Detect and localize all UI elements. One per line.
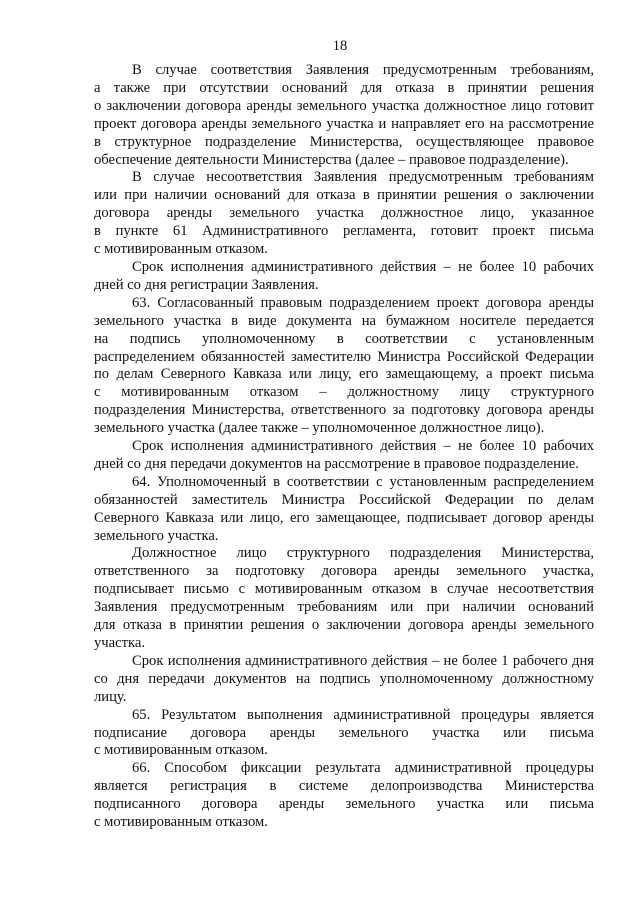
text-line: 63. Согласованный правовым подразделением проект договора аренды bbox=[132, 294, 594, 311]
paragraph bbox=[94, 295, 594, 438]
text-line: с мотивированным отказом. bbox=[94, 814, 268, 831]
text-line: дней со дня регистрации Заявления. bbox=[94, 276, 319, 293]
text-line: договора аренды земельного участка должностное лицо, указанное bbox=[94, 205, 594, 222]
text-line: В случае соответствия Заявления предусмотренным требованиям, bbox=[132, 62, 594, 78]
text-line: дней со дня передачи документов на рассмотрение в правовое подразделение. bbox=[94, 455, 579, 472]
text-line: с мотивированным отказом – должностному лицу структурного bbox=[94, 384, 594, 401]
document-body bbox=[94, 62, 594, 832]
text-line: земельного участка в виде документа на бумажном носителе передается bbox=[94, 312, 594, 329]
text-line: В случае несоответствия Заявления предусмотренным требованиям bbox=[132, 169, 594, 186]
text-line: подписывает письмо с мотивированным отказом в случае несоответствия bbox=[94, 581, 594, 598]
text-line: земельного участка (далее также – уполномоченное должностное лицо). bbox=[94, 420, 545, 437]
text-line: земельного участка. bbox=[94, 527, 219, 544]
paragraph bbox=[94, 62, 594, 169]
text-line: обязанностей заместитель Министра Российской Федерации по делам bbox=[94, 491, 594, 508]
text-line: участка. bbox=[94, 635, 145, 651]
paragraph bbox=[94, 169, 594, 259]
text-line: является регистрация в системе делопроизводства Министерства bbox=[94, 778, 594, 795]
text-line: распределением обязанностей заместителю Министра Российской Федерации bbox=[94, 348, 594, 365]
text-line: ответственного за подготовку договора аренды земельного участка, bbox=[94, 563, 594, 580]
text-line: 65. Результатом выполнения административной процедуры является bbox=[132, 706, 594, 723]
text-line: Срок исполнения административного действия – не более 1 рабочего дня bbox=[132, 652, 594, 669]
text-line: 64. Уполномоченный в соответствии с установленным распределением bbox=[132, 473, 594, 490]
text-line: на подпись уполномоченному в соответствии с установленным bbox=[94, 330, 594, 347]
text-line: а также при отсутствии оснований для отказа в принятии решения bbox=[94, 79, 594, 96]
page-number: 18 bbox=[332, 38, 348, 54]
text-line: проект договора аренды земельного участка и направляет его на рассмотрение bbox=[94, 115, 594, 132]
text-line: или при наличии оснований для отказа в принятии решения о заключении bbox=[94, 187, 594, 204]
paragraph bbox=[94, 545, 594, 652]
text-line: Заявления предусмотренным требованиям или при наличии оснований bbox=[94, 599, 594, 616]
text-line: по делам Северного Кавказа или лицу, его замещающему, а проект письма bbox=[94, 366, 594, 383]
text-line: обеспечение деятельности Министерства (далее – правовое подразделение). bbox=[94, 151, 569, 168]
paragraph bbox=[94, 438, 594, 474]
paragraph bbox=[94, 653, 594, 707]
text-line: лицу. bbox=[94, 688, 127, 705]
text-line: Северного Кавказа или лицо, его замещающее, подписывает договор аренды bbox=[94, 509, 594, 526]
text-line: с мотивированным отказом. bbox=[94, 742, 268, 759]
text-line: о заключении договора аренды земельного участка должностное лицо готовит bbox=[94, 97, 594, 114]
text-line: в пункте 61 Административного регламента, готовит проект письма bbox=[94, 223, 594, 240]
text-line: подписание договора аренды земельного участка или письма bbox=[94, 724, 594, 741]
paragraph bbox=[94, 707, 594, 761]
text-line: Срок исполнения административного действия – не более 10 рабочих bbox=[132, 438, 594, 455]
text-line: Должностное лицо структурного подразделения Министерства, bbox=[132, 545, 594, 562]
text-line: подписанного договора аренды земельного участка или письма bbox=[94, 796, 594, 813]
text-line: со дня передачи документов на подпись уполномоченному должностному bbox=[94, 670, 594, 687]
text-line: 66. Способом фиксации результата административной процедуры bbox=[132, 760, 594, 777]
text-line: с мотивированным отказом. bbox=[94, 241, 268, 258]
text-line: подразделения Министерства, ответственного за подготовку договора аренды bbox=[94, 402, 594, 419]
paragraph bbox=[94, 259, 594, 295]
paragraph bbox=[94, 760, 594, 832]
paragraph bbox=[94, 474, 594, 546]
text-line: в структурное подразделение Министерства, осуществляющее правовое bbox=[94, 133, 594, 150]
text-line: для отказа в принятии решения о заключении договора аренды земельного bbox=[94, 617, 594, 634]
text-line: Срок исполнения административного действия – не более 10 рабочих bbox=[132, 258, 594, 275]
